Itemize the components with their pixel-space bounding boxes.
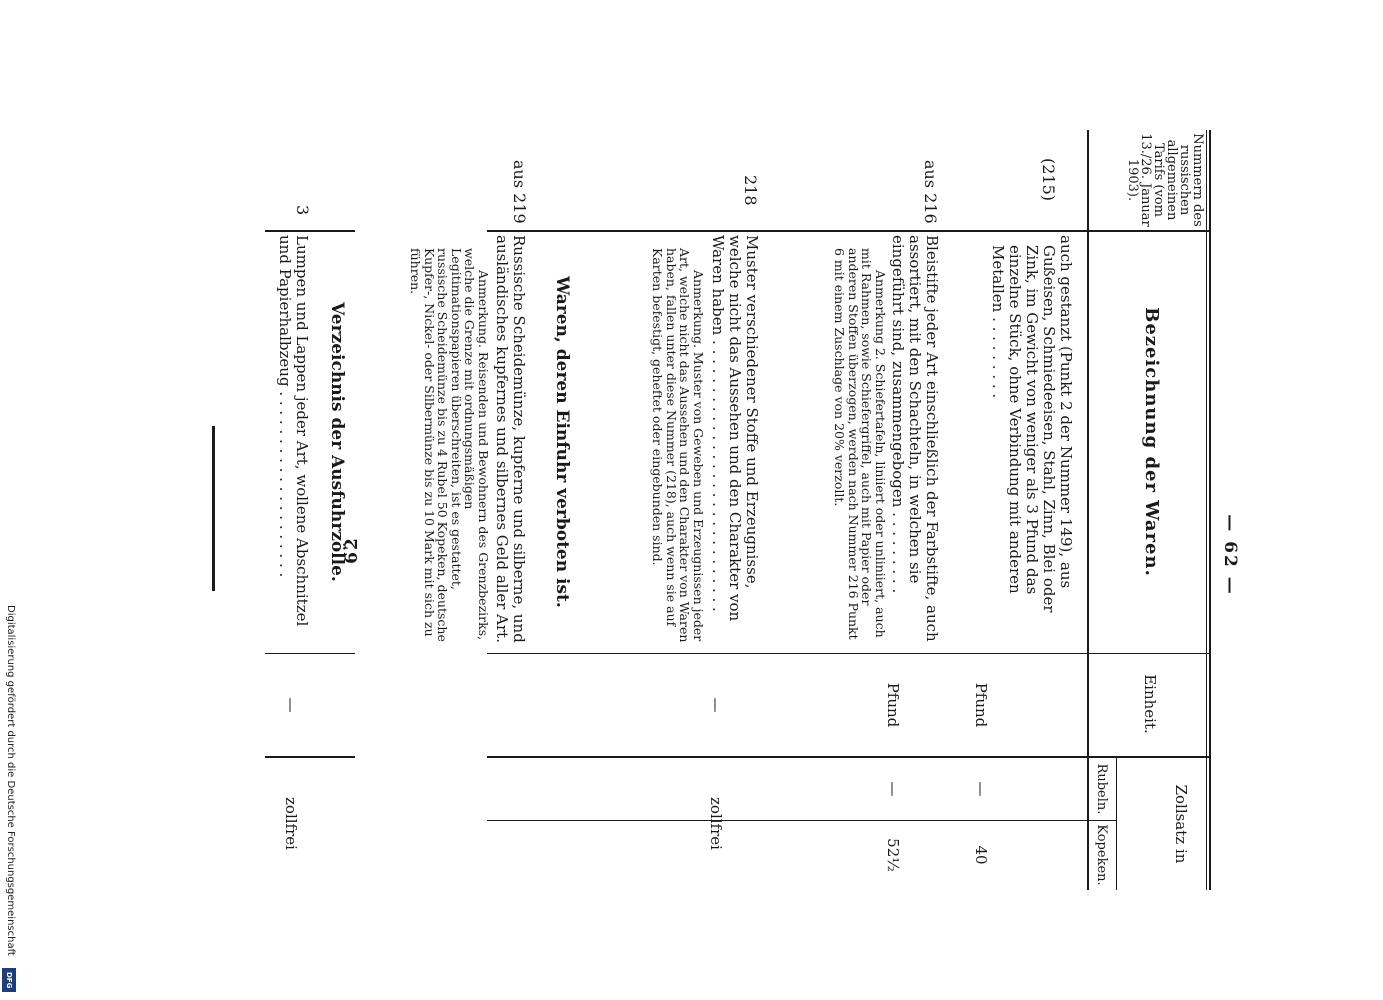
header-unit: Einheit. <box>1141 674 1159 734</box>
unit-216: Pfund <box>884 682 902 728</box>
goods-description-215: auch gestanzt (Punkt 2 der Nummer 149), aus Gußeisen, Schmiedeeisen, Stahl, Zinn, Blei oder Zink, im Gewicht von weniger als 3 Pfund das einzelne Stück, ohne Verbindung mit anderen Metallen . . . . . . . . . <box>989 235 1075 613</box>
page-number-bottom: 62 <box>342 536 362 564</box>
kopeks-215: 40 <box>972 845 990 865</box>
rotated-page <box>240 120 1240 1000</box>
header-tariff-number: Nummern des russischen allgemeinen Tarifs (vom 13./26. Januar 1903). <box>1125 133 1205 227</box>
goods-description-219: Russische Scheidemünze, kupferne und silberne, und ausländisches kupfernes und silbernes Geld aller Art. <box>493 235 528 643</box>
table-top-rule-inner <box>1206 130 1207 890</box>
tariff-number-215: (215) <box>1039 158 1058 202</box>
tariff-number-216: aus 216 <box>921 160 940 224</box>
section-heading-import-prohibited: Waren, deren Einfuhr verboten ist. <box>552 276 572 608</box>
page-number-top: — 62 — <box>1220 514 1240 596</box>
header-goods-description: Bezeichnung der Waren. <box>1141 307 1162 577</box>
col4-subheader-rule <box>1116 758 1117 890</box>
rotated-page-lower <box>25 120 355 1000</box>
tariff-number-218: 218 <box>741 175 760 206</box>
unit-215: Pfund <box>972 682 990 728</box>
duty-218: zollfrei <box>707 797 725 850</box>
table-top-rule <box>1209 130 1211 890</box>
kopeks-216: 52½ <box>884 838 902 872</box>
header-bottom-rule <box>1087 130 1089 890</box>
goods-description-218: Muster verschiedener Stoffe und Erzeugnisse, welche nicht das Aussehen und den Charakter von Waren haben . . . . . . . . . . . . . . . . . . . . . . . . . . . . . <box>709 235 761 622</box>
note-219: Anmerkung. Reisenden und Bewohnern des Grenzbezirks, welche die Grenze mit ordnungsmäßigen Legitimationspapieren überschreiten, ist es gestattet, russische Scheidemünze bis zu 4 Rubel 50 Kopeken, deutsche Kupfer-, Nickel- oder Silbermünze bis zu 10 Mark mit sich zu führen. <box>408 248 491 642</box>
digitization-credit: Digitalisierung gefördert durch die Deutsche Forschungsgemeinschaft <box>5 605 16 956</box>
lower-col3-divider <box>265 756 355 758</box>
note-216: Anmerkung 2. Schiefertafeln, liniiert oder unliniiert, auch mit Rahmen, sowie Schiefergriffel, auch mit Papier oder anderen Stoffen überzogen, werden nach Nummer 216 Punkt 6 mit einem Zuschlage von 20% verzollt. <box>832 248 888 640</box>
duty-3: zollfrei <box>282 797 300 850</box>
note-218: Anmerkung. Muster von Geweben und Erzeugnissen jeder Art, welche nicht das Aussehen und den Charakter von Waren haben, fallen unter diese Nummer (218), auch wenn sie auf Karten befestigt, geheftet oder eingebunden sind. <box>650 248 706 643</box>
unit-218: — <box>707 697 725 713</box>
col2-divider <box>487 653 1211 654</box>
header-rubles: Rubeln. <box>1094 763 1109 815</box>
tariff-number-3: 3 <box>293 205 312 216</box>
goods-description-216: Bleistifte jeder Art einschließlich der Farbstifte, auch assortiert, mit den Schachteln, in welchen sie eingeführt sind, zusammengebogen . . . . . . . . . <box>889 235 941 642</box>
goods-description-3: Lumpen und Lappen jeder Art, wollene Abschnitzel und Papierhalbzeug . . . . . . . . . . . . . . . . . . . . <box>276 235 311 627</box>
separator-rule <box>212 426 215 591</box>
dfg-logo: DFG <box>2 968 16 992</box>
header-duty-rate: Zollsatz in <box>1172 784 1190 864</box>
lower-col2-divider <box>265 653 355 654</box>
header-kopeks: Kopeken. <box>1094 824 1109 886</box>
rubles-215: — <box>972 781 990 797</box>
col4-subdivider <box>487 820 1117 821</box>
section-heading-export-duties: Verzeichnis der Ausfuhrzölle. <box>327 302 347 582</box>
col1-divider <box>487 230 1211 232</box>
rubles-216: — <box>884 781 902 797</box>
tariff-number-219: aus 219 <box>510 160 529 224</box>
unit-3: — <box>282 697 300 713</box>
